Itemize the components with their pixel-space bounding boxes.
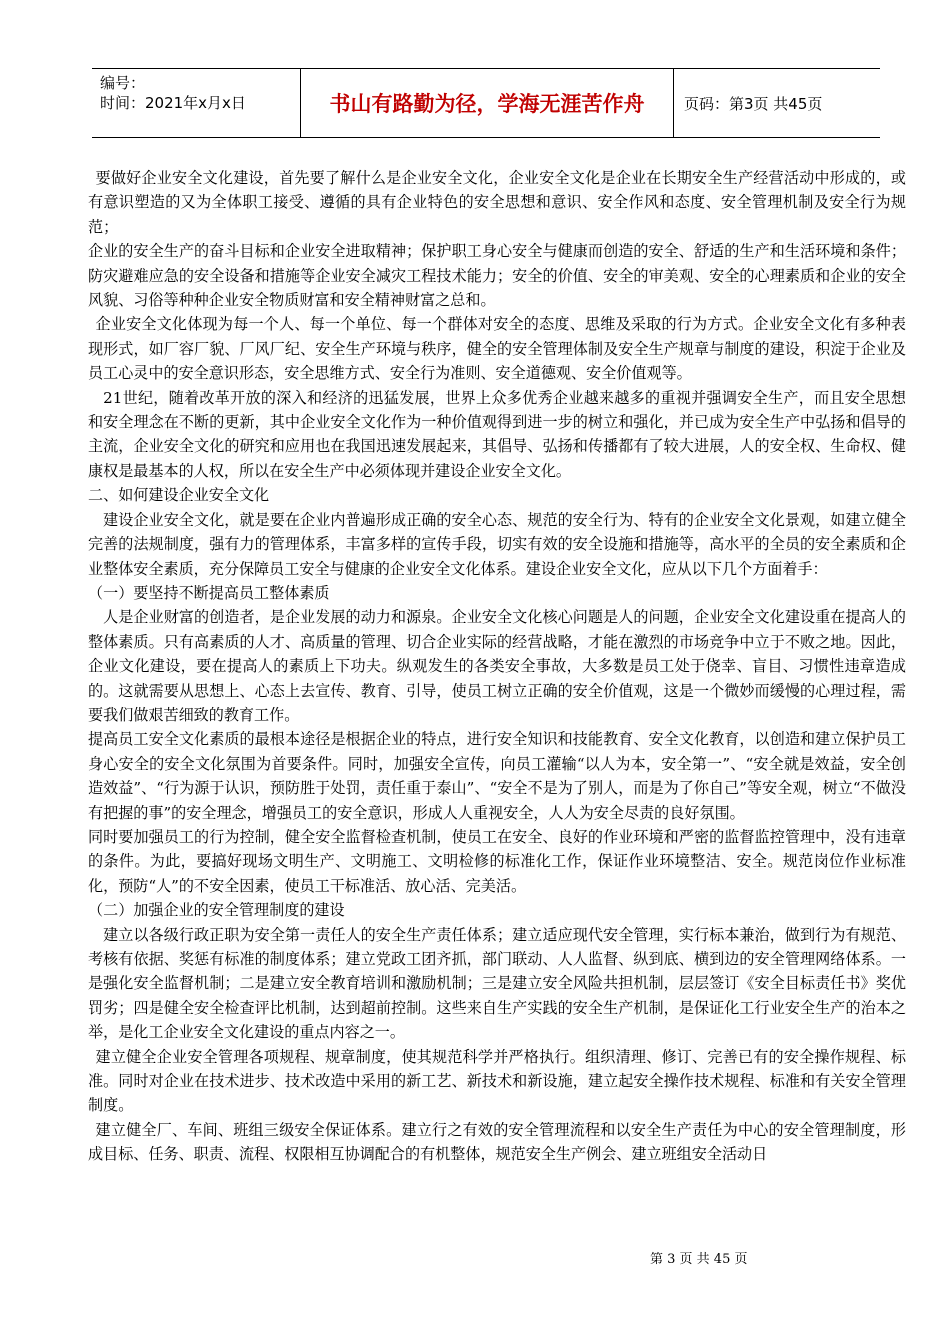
section-heading: 二、如何建设企业安全文化	[88, 486, 270, 505]
paragraph: 建立健全厂、车间、班组三级安全保证体系。建立行之有效的安全管理流程和以安全生产责任为中心的安全管理制度，形成目标、任务、职责、流程、权限相互协调配合的有机整体，规范安全生产例会、建立班组安全活动日	[88, 1120, 906, 1164]
paragraph: 建设企业安全文化，就是要在企业内普遍形成正确的安全心态、规范的安全行为、特有的企业安全文化景观，如建立健全完善的法规制度，强有力的管理体系，丰富多样的宣传手段，切实有效的安全设施和措施等，高水平的全员的安全素质和企业整体安全素质，充分保障员工安全与健康的企业安全文化体系。建设企业安全文化，应从以下几个方面着手：	[88, 510, 906, 578]
header-page-info: 页码：第3页 共45页	[684, 94, 823, 113]
paragraph: 同时要加强员工的行为控制，健全安全监督检查机制，使员工在安全、良好的作业环境和严密的监督监控管理中，没有违章的条件。为此，要搞好现场文明生产、文明施工、文明检修的标准化工作，保证作业环境整洁、安全。规范岗位作业标准化，预防“人”的不安全因素，使员工干标准活、放心活、完美活。	[88, 827, 906, 895]
page-footer: 第 3 页 共 45 页	[650, 1252, 748, 1267]
paragraph: 建立健全企业安全管理各项规程、规章制度，使其规范科学并严格执行。组织清理、修订、完善已有的安全操作规程、标准。同时对企业在技术进步、技术改造中采用的新工艺、新技术和新设施，建立起安全操作技术规程、标准和有关安全管理制度。	[88, 1047, 906, 1115]
paragraph: 建立以各级行政正职为安全第一责任人的安全生产责任体系；建立适应现代安全管理，实行标本兼治，做到行为有规范、考核有依据、奖惩有标准的制度体系；建立党政工团齐抓，部门联动、人人监督、纵到底、横到边的安全管理网络体系。一是强化安全监督机制；二是建立安全教育培训和激励机制；三是建立安全风险共担机制，层层签订《安全目标责任书》奖优罚劣；四是健全安全检查评比机制，达到超前控制。这些来自生产实践的安全生产机制，是保证化工行业安全生产的治本之举，是化工企业安全文化建设的重点内容之一。	[88, 925, 906, 1042]
document-body	[88, 166, 906, 1167]
paragraph: 21世纪，随着改革开放的深入和经济的迅猛发展，世界上众多优秀企业越来越多的重视并强调安全生产，而且安全思想和安全理念在不断的更新，其中企业安全文化作为一种价值观得到进一步的树立和强化，并已成为安全生产中弘扬和倡导的主流，企业安全文化的研究和应用也在我国迅速发展起来，其倡导、弘扬和传播都有了较大进展，人的安全权、生命权、健康权是最基本的人权，所以在安全生产中必须体现并建设企业安全文化。	[88, 388, 906, 480]
header-meta	[92, 69, 300, 137]
paragraph: 要做好企业安全文化建设，首先要了解什么是企业安全文化，企业安全文化是企业在长期安全生产经营活动中形成的，或有意识塑造的又为全体职工接受、遵循的具有企业特色的安全思想和意识、安全作风和态度、安全管理机制及安全行为规范；	[88, 169, 906, 236]
paragraph: 企业安全文化体现为每一个人、每一个单位、每一个群体对安全的态度、思维及采取的行为方式。企业安全文化有多种表现形式，如厂容厂貌、厂风厂纪、安全生产环境与秩序，健全的安全管理体制及安全生产规章与制度的建设，积淀于企业及员工心灵中的安全意识形态，安全思维方式、安全行为准则、安全道德观、安全价值观等。	[88, 315, 906, 383]
paragraph: 企业的安全生产的奋斗目标和企业安全进取精神；保护职工身心安全与健康而创造的安全、舒适的生产和生活环境和条件；防灾避难应急的安全设备和措施等企业安全减灾工程技术能力；安全的价值、安全的审美观、安全的心理素质和企业的安全风貌、习俗等种种企业安全物质财富和安全精神财富之总和。	[88, 242, 906, 310]
document-number-label: 编号：	[100, 74, 146, 92]
subsection-heading: （二）加强企业的安全管理制度的建设	[88, 901, 345, 920]
page-header	[92, 68, 880, 138]
subsection-heading: （一）要坚持不断提高员工整体素质	[88, 583, 330, 602]
paragraph: 人是企业财富的创造者，是企业发展的动力和源泉。企业安全文化核心问题是人的问题，企业安全文化建设重在提高人的整体素质。只有高素质的人才、高质量的管理、切合企业实际的经营战略，才能在激烈的市场竞争中立于不败之地。因此，企业文化建设，要在提高人的素质上下功夫。纵观发生的各类安全事故，大多数是员工处于侥幸、盲目、习惯性违章造成的。这就需要从思想上、心态上去宣传、教育、引导，使员工树立正确的安全价值观，这是一个微妙而缓慢的心理过程，需要我们做艰苦细致的教育工作。	[88, 608, 906, 724]
header-motto: 书山有路勤为径，学海无涯苦作舟	[300, 69, 674, 137]
document-time-label: 时间：2021年x月x日	[100, 94, 246, 112]
paragraph: 提高员工安全文化素质的最根本途径是根据企业的特点，进行安全知识和技能教育、安全文化教育，以创造和建立保护员工身心安全的安全文化氛围为首要条件。同时，加强安全宣传，向员工灌输“以人为本，安全第一”、“安全就是效益，安全创造效益”、“行为源于认识，预防胜于处罚，责任重于泰山”、“安全不是为了别人，而是为了你自己”等安全观，树立“不做没有把握的事”的安全理念，增强员工的安全意识，形成人人重视安全，人人为安全尽责的良好氛围。	[88, 730, 906, 822]
